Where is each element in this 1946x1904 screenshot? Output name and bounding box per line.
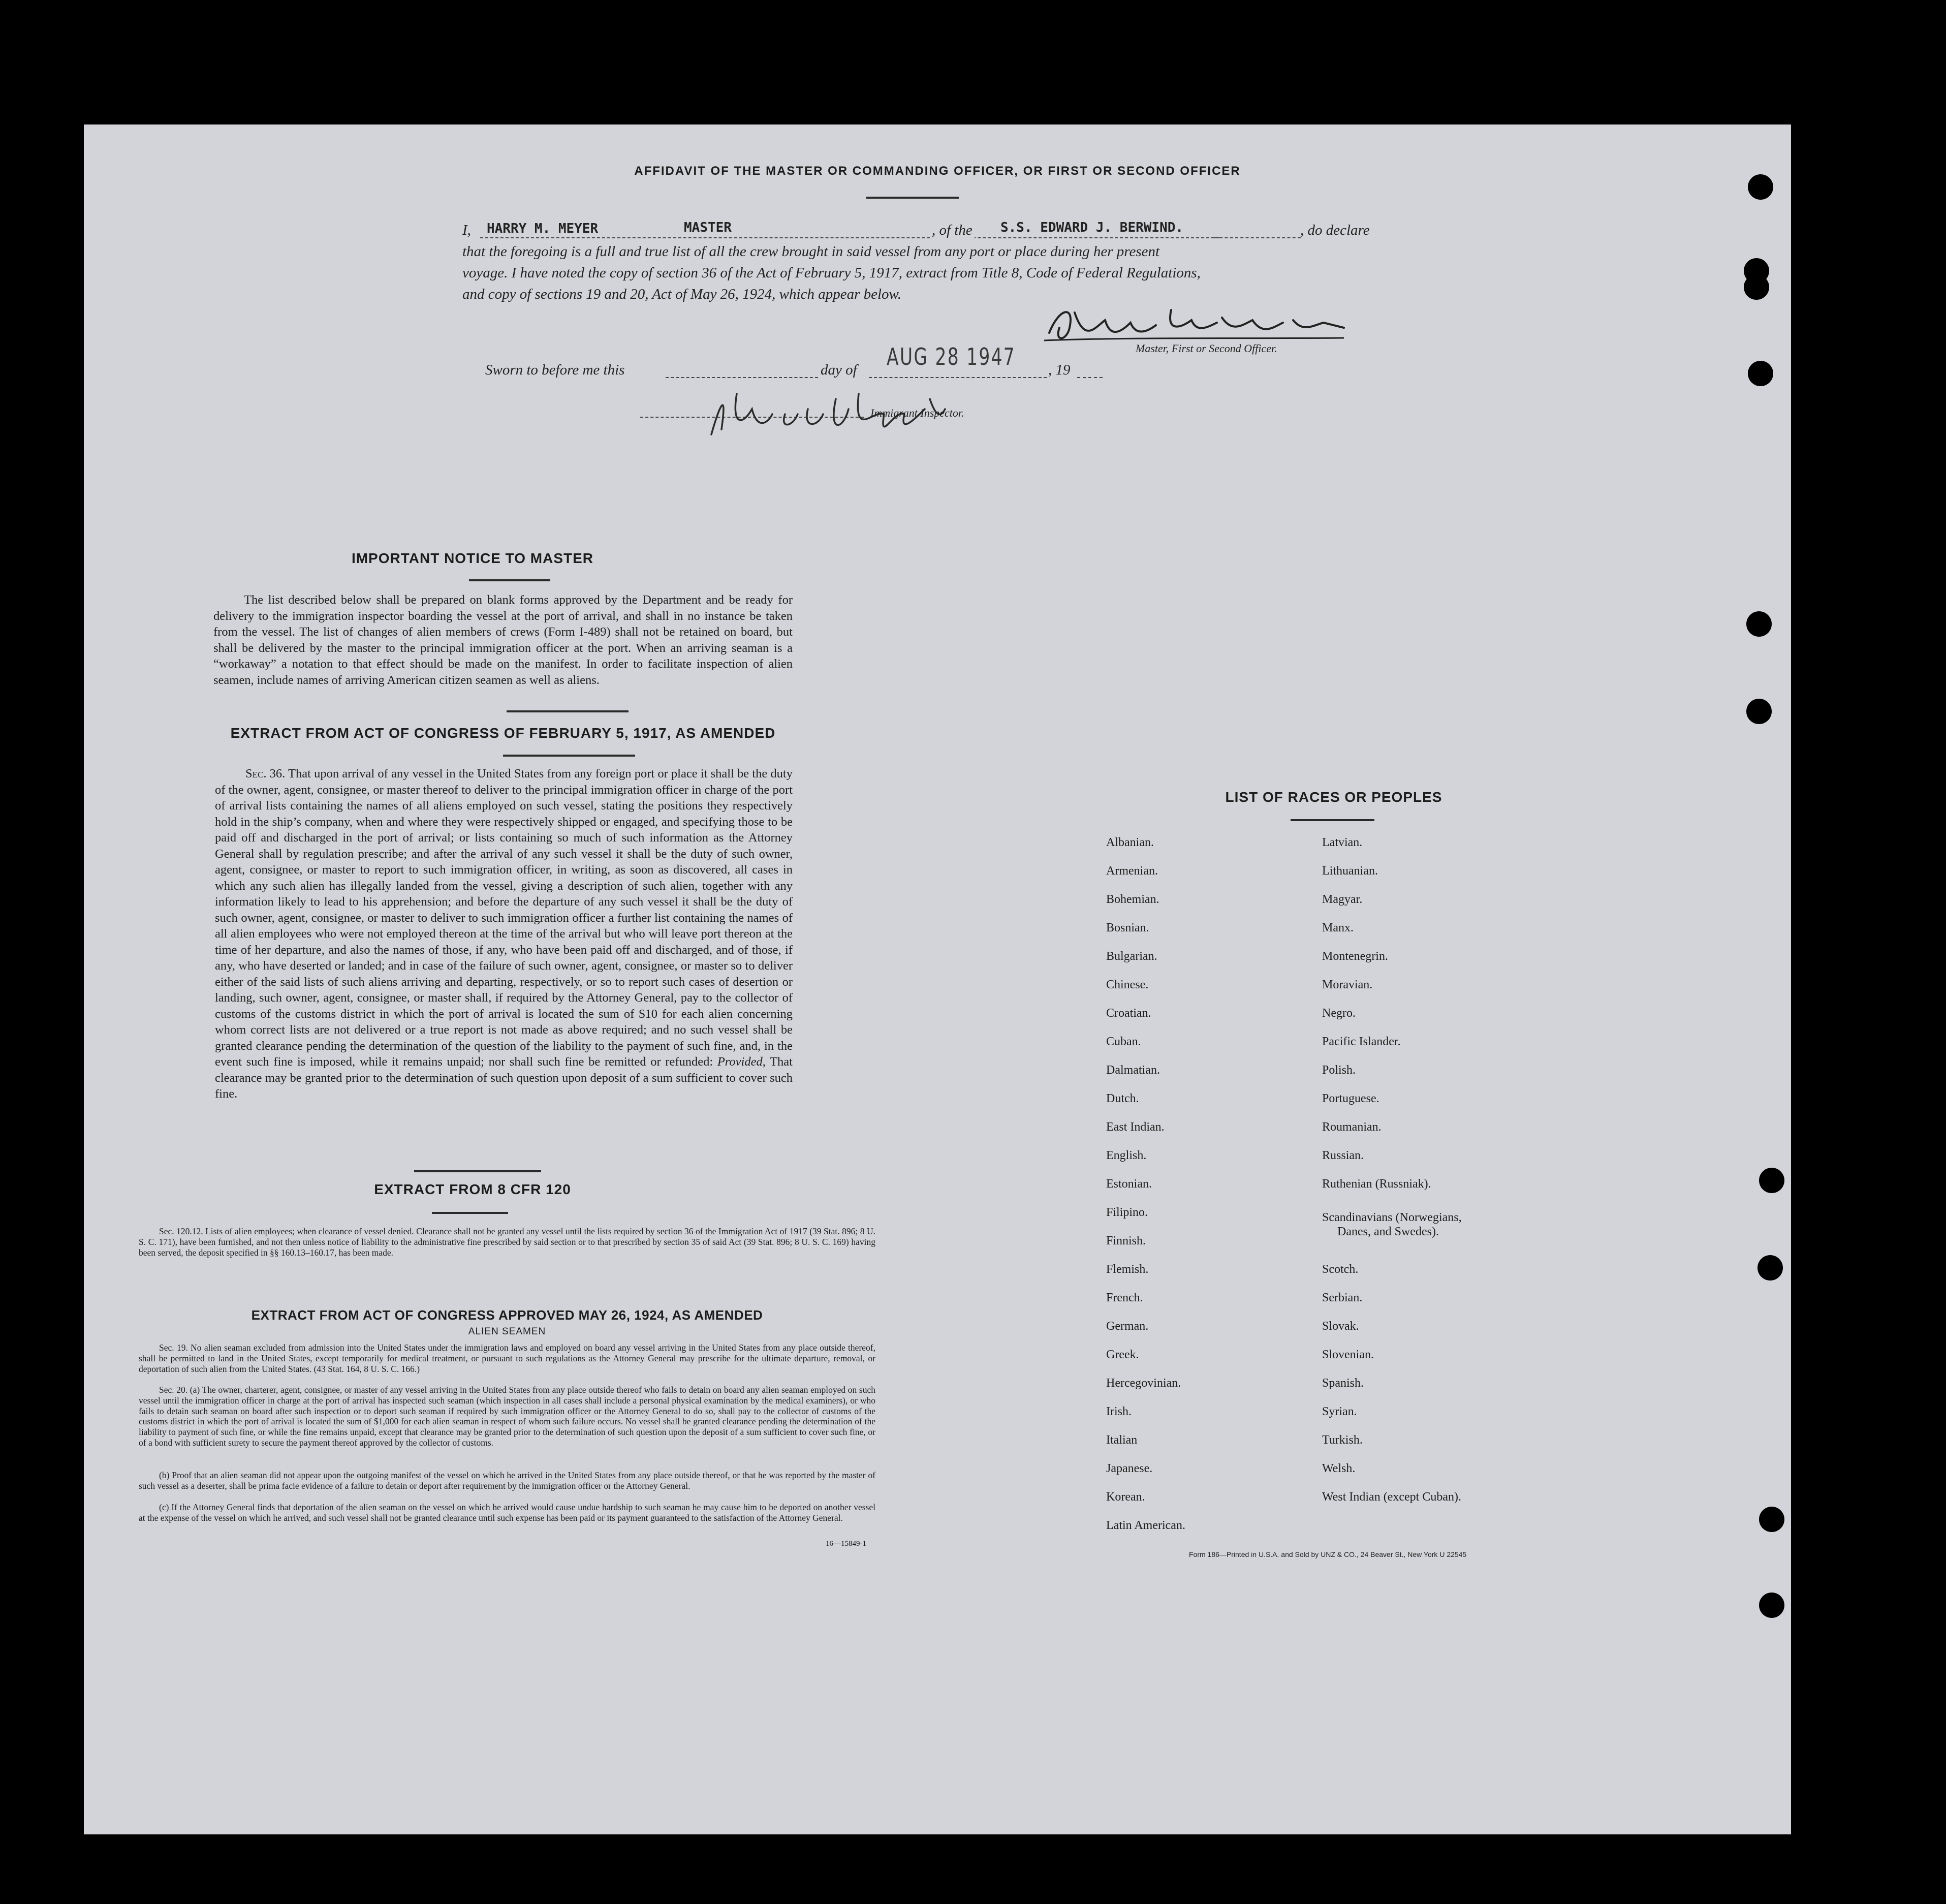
race-right: Moravian.	[1322, 978, 1373, 991]
race-right: Ruthenian (Russniak).	[1322, 1177, 1431, 1191]
extract-1917-heading: EXTRACT FROM ACT OF CONGRESS OF FEBRUARY 5, 1917, AS AMENDED	[230, 725, 776, 741]
sec-20c-text: (c) If the Attorney General finds that deportation of the alien seaman on the vessel on which he arrived would cause undue hardship to such seaman he may cause him to be deported on another vessel at the expense of the vessel on which he arrived, and such vessel shall not be granted clearance until such expense has been paid or its payment guaranteed to the satisfaction of the Attorney General.	[139, 1502, 875, 1523]
affidavit-rule	[866, 197, 959, 199]
binder-hole	[1746, 611, 1772, 637]
of-the-label: , of the	[930, 222, 975, 239]
race-left: Japanese.	[1106, 1462, 1153, 1475]
race-right: Syrian.	[1322, 1405, 1357, 1418]
binder-hole	[1759, 1593, 1784, 1618]
race-left: German.	[1106, 1320, 1149, 1333]
sec-20a-text: Sec. 20. (a) The owner, charterer, agent, consignee, or master of any vessel arriving in the United States from any place outside thereof who fails to detain on board any alien seaman employed on such vessel until the immigration officer in charge at the port of arrival has inspected such seaman (which inspection in all cases shall include a personal physical examination by the medical examiners), or who fails to detain such seaman on board after such inspection or to deport such seaman if required by such immigration officer or the Attorney General to do so, shall pay to the collector of customs of the customs district in which the port of arrival is located the sum of $1,000 for each alien seaman in respect of whom such failure occurs. No vessel shall be granted clearance pending the determination of the liability to payment of such fine, or while the fine remains unpaid, except that clearance may be granted prior to the determination of such question upon the deposit of a sum sufficient to cover such fine, or of a bond with sufficient surety to secure the payment thereof approved by the collector of customs.	[139, 1385, 875, 1448]
cfr-text: Sec. 120.12. Lists of alien employees; when clearance of vessel denied. Clearance shall not be granted any vessel until the lists required by section 36 of the Immigration Act of 1917 (39 Stat. 896; 8 U. S. C. 171), have been furnished, and not then unless notice of liability to the administrative fine prescribed by said section or to that prescribed by section 35 of said Act (39 Stat. 896; 8 U. S. C. 169) having been served, the deposit specified in §§ 160.13–160.17, has been made.	[139, 1226, 875, 1258]
race-left: English.	[1106, 1149, 1147, 1162]
race-right: Latvian.	[1322, 836, 1363, 849]
race-left: Korean.	[1106, 1490, 1145, 1504]
race-left: Bohemian.	[1106, 893, 1159, 906]
affidavit-line-2: that the foregoing is a full and true list of all the crew brought in said vessel from any port or place during her present	[462, 243, 1160, 260]
extract-1917-text: Sec. 36. That upon arrival of any vessel in the United States from any foreign port or place it shall be the duty of the owner, agent, consignee, or master thereof to deliver to the principal immigration officer in charge of the port of arrival lists containing the names of all aliens employed on such vessel, stating the positions they respectively hold in the ship’s company, when and where they were respectively shipped or engaged, and specifying those to be paid off and discharged in the port of arrival; or lists containing so much of such information as the Attorney General shall by regulation prescribe; and after the arrival of any such vessel it shall be the duty of such owner, agent, consignee, or master to report to such immigration officer, in writing, as soon as discovered, all cases in which any such alien has illegally landed from the vessel, giving a description of such alien, together with any information likely to lead to his apprehension; and before the departure of any such vessel it shall be the duty of such owner, agent, consignee, or master to deliver to such immigration officer a further list containing the names of all alien employees who were not employed thereon at the time of the arrival but who will leave port thereon at the time of her departure, and also the names of those, if any, who have been paid off and discharged, and of those, if any, who have deserted or landed; and in case of the failure of such owner, agent, consignee, or master so to deliver either of the said lists of such aliens arriving and departing, respectively, or so to report such cases of desertion or landing, such owner, agent, consignee, or master shall, if required by the Attorney General, pay to the collector of customs of the customs district in which the port of arrival is located the sum of $10 for each alien concerning whom correct lists are not delivered or a true report is not made as above required; and no such vessel shall be granted clearance pending the determination of the question of the liability to the payment of such fine, and, in the event such fine is imposed, while it remains unpaid; nor shall such fine be remitted or refunded: Provided, That clearance may be granted prior to the determination of such question upon deposit of a sum sufficient to cover such fine.	[215, 767, 793, 1101]
race-left: Filipino.	[1106, 1206, 1148, 1219]
race-right: Portuguese.	[1322, 1092, 1379, 1105]
race-right: Montenegrin.	[1322, 950, 1388, 963]
race-left: Latin American.	[1106, 1519, 1185, 1532]
rank-field: MASTER	[684, 220, 732, 235]
race-right: Spanish.	[1322, 1377, 1364, 1390]
race-right: Serbian.	[1322, 1291, 1363, 1304]
notice-rule	[469, 579, 550, 581]
race-left: Italian	[1106, 1433, 1138, 1447]
race-left: Flemish.	[1106, 1263, 1149, 1276]
race-left: Chinese.	[1106, 978, 1149, 991]
races-heading: LIST OF RACES OR PEOPLES	[1225, 789, 1442, 805]
date-stamp: AUG 28 1947	[887, 343, 1016, 370]
binder-hole	[1748, 174, 1773, 200]
race-left: Croatian.	[1106, 1007, 1151, 1020]
vessel-name-field: S.S. EDWARD J. BERWIND.	[1000, 220, 1184, 235]
notice-text: The list described below shall be prepared on blank forms approved by the Department and be ready for delivery to the immigration inspector boarding the vessel at the port of arrival, and shall in no instance be taken from the vessel. The list of changes of alien members of crews (Form I-489) shall not be retained on board, but shall be delivered by the master to the principal immigration officer at the port. When an arriving seaman is a “workaway” a notation to that effect should be made on the manifest. In order to facilitate inspection of alien seamen, include names of arriving American citizen seamen as well as aliens.	[213, 593, 793, 687]
alien-seamen-subheading: ALIEN SEAMEN	[468, 1326, 546, 1337]
race-right: Polish.	[1322, 1064, 1356, 1077]
race-right: Danes, and Swedes).	[1337, 1225, 1439, 1238]
race-right: Manx.	[1322, 921, 1354, 934]
race-right: West Indian (except Cuban).	[1322, 1490, 1461, 1504]
race-left: Bulgarian.	[1106, 950, 1157, 963]
cfr-heading: EXTRACT FROM 8 CFR 120	[374, 1181, 571, 1197]
race-right: Slovak.	[1322, 1320, 1359, 1333]
affidavit-line-3: voyage. I have noted the copy of section 36 of the Act of February 5, 1917, extract from Title 8, Code of Federal Regulations,	[462, 265, 1201, 281]
binder-hole	[1759, 1507, 1784, 1532]
race-right: Magyar.	[1322, 893, 1363, 906]
race-right: Slovenian.	[1322, 1348, 1374, 1361]
race-left: Irish.	[1106, 1405, 1132, 1418]
notice-heading: IMPORTANT NOTICE TO MASTER	[351, 550, 594, 566]
race-right: Pacific Islander.	[1322, 1035, 1401, 1048]
master-name-field: HARRY M. MEYER	[487, 221, 599, 236]
printer-imprint: Form 186—Printed in U.S.A. and Sold by UNZ & CO., 24 Beaver St., New York U 22545	[1189, 1550, 1467, 1558]
race-left: East Indian.	[1106, 1120, 1165, 1134]
race-left: Cuban.	[1106, 1035, 1141, 1048]
binder-hole	[1744, 274, 1769, 300]
race-right: Lithuanian.	[1322, 864, 1378, 878]
race-right: Scotch.	[1322, 1263, 1359, 1276]
inspector-caption: Immigrant Inspector.	[870, 407, 964, 419]
form-sheet	[84, 124, 1791, 1834]
race-right: Negro.	[1322, 1007, 1356, 1020]
race-right: Russian.	[1322, 1149, 1364, 1162]
year-prefix: , 19	[1048, 362, 1071, 378]
binder-hole	[1759, 1168, 1784, 1193]
race-right: Turkish.	[1322, 1433, 1363, 1447]
race-left: Dutch.	[1106, 1092, 1139, 1105]
binder-hole	[1746, 699, 1772, 724]
race-left: Albanian.	[1106, 836, 1154, 849]
race-left: Dalmatian.	[1106, 1064, 1160, 1077]
race-left: Armenian.	[1106, 864, 1158, 878]
sec-20b-text: (b) Proof that an alien seaman did not appear upon the outgoing manifest of the vessel on which he arrived in the United States from any place outside thereof, or that he was reported by the master of such vessel as a deserter, shall be prima facie evidence of a failure to detain or deport after requirement by the immigration officer or the Attorney General.	[139, 1470, 875, 1491]
race-left: Hercegovinian.	[1106, 1377, 1181, 1390]
race-left: Greek.	[1106, 1348, 1139, 1361]
race-left: Finnish.	[1106, 1234, 1146, 1247]
affidavit-line-4: and copy of sections 19 and 20, Act of May 26, 1924, which appear below.	[462, 286, 901, 302]
affidavit-heading: AFFIDAVIT OF THE MASTER OR COMMANDING OFFICER, OR FIRST OR SECOND OFFICER	[634, 164, 1241, 178]
race-left: French.	[1106, 1291, 1143, 1304]
race-right: Roumanian.	[1322, 1120, 1382, 1134]
race-left: Estonian.	[1106, 1177, 1152, 1191]
extract-1924-heading: EXTRACT FROM ACT OF CONGRESS APPROVED MAY 26, 1924, AS AMENDED	[251, 1307, 763, 1323]
sec-19-text: Sec. 19. No alien seaman excluded from admission into the United States under the immigration laws and employed on board any vessel arriving in the United States from any place outside thereof, shall be permitted to land in the United States, except temporarily for medical treatment, or pursuant to such regulations as the Attorney General may prescribe for the ultimate departure, removal, or deportation of such alien from the United States. (43 Stat. 164, 8 U. S. C. 166.)	[139, 1343, 875, 1374]
race-right: Scandinavians (Norwegians,	[1322, 1211, 1462, 1224]
sworn-label: Sworn to before me this	[485, 362, 625, 378]
binder-hole	[1748, 361, 1773, 386]
do-declare-label: , do declare	[1298, 222, 1372, 239]
race-right: Welsh.	[1322, 1462, 1356, 1475]
day-of-label: day of	[821, 362, 857, 378]
race-left: Bosnian.	[1106, 921, 1149, 934]
signature-caption: Master, First or Second Officer.	[1136, 342, 1277, 355]
binder-hole	[1757, 1255, 1783, 1281]
affidavit-i-label: I,	[462, 222, 471, 238]
form-code: 16—15849-1	[826, 1540, 866, 1548]
